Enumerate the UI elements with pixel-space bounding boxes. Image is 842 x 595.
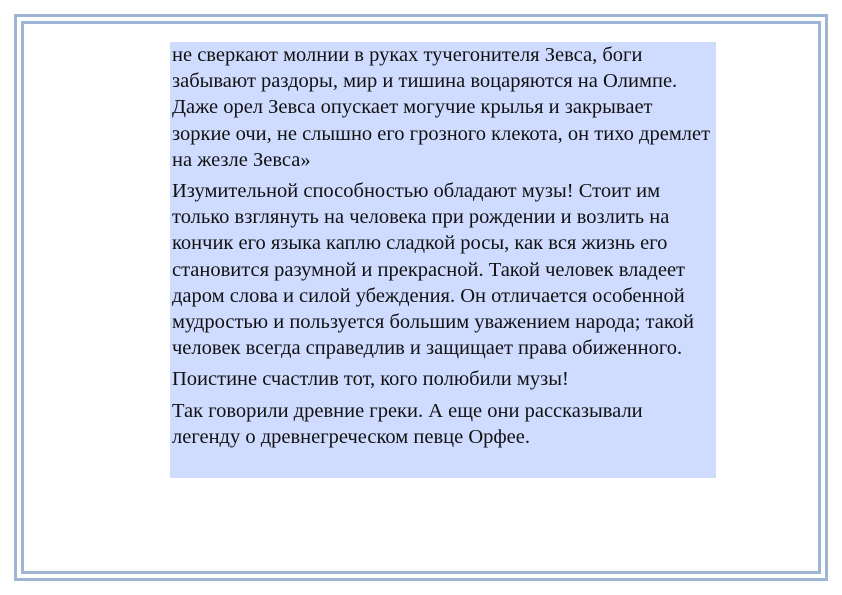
paragraph-zeus: не сверкают молнии в руках тучегонителя Зевса, боги забывают раздоры, мир и тишина воцаряются на Олимпе. Даже орел Зевса опускает могучие крылья и закрывает зоркие очи, не слышно его грозного клекота, он тихо дремлет на жезле Зевса» [172,44,711,171]
text-block [170,42,716,478]
paragraph-orpheus: Так говорили древние греки. А еще они рассказывали легенду о древнегреческом певце Орфее. [172,399,643,448]
paragraph-muses-gift: Изумительной способностью обладают музы! Стоит им только взглянуть на человека при рождении и возлить на кончик его языка каплю сладкой росы, как вся жизнь его становится разумной и прекрасной. Такой человек владеет даром слова и силой убеждения. Он отличается особенной мудростью и пользуется большим уважением народа; такой человек всегда справедлив и защищает права обиженного. [172,180,694,360]
paragraph-happy: Поистине счастлив тот, кого полюбили музы! [172,368,569,391]
